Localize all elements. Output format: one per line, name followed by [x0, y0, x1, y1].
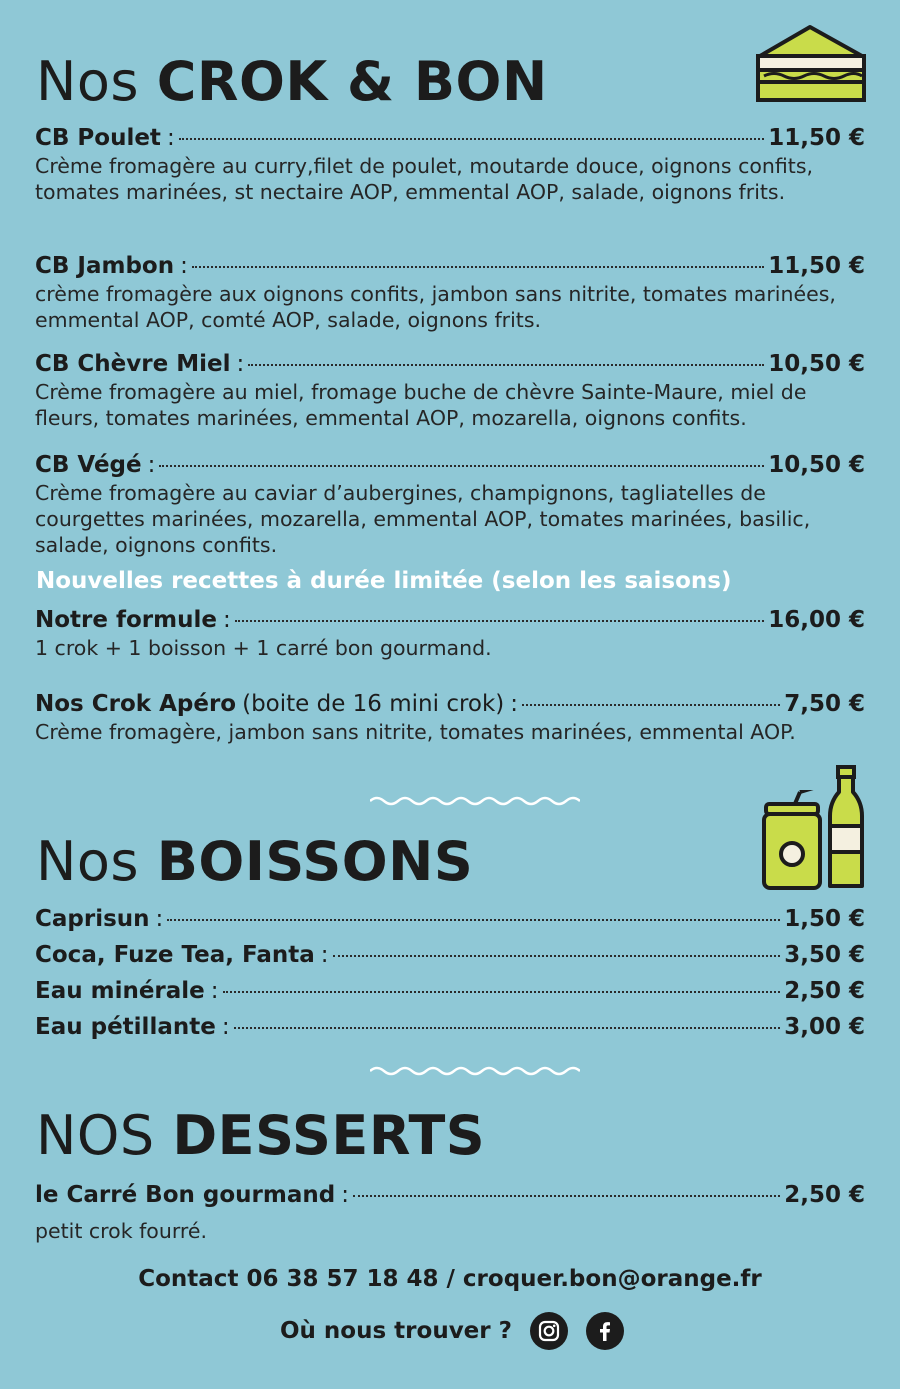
colon: :: [222, 607, 231, 633]
item-name: le Carré Bon gourmand: [35, 1182, 336, 1208]
item-name: Coca, Fuze Tea, Fanta: [35, 942, 315, 968]
crok-section-title: [36, 50, 548, 113]
dot-leader: [235, 620, 765, 622]
item-price: 3,00 €: [784, 1014, 865, 1040]
colon: :: [221, 1014, 230, 1040]
dot-leader: [234, 1027, 781, 1029]
item-name: Caprisun: [35, 906, 150, 932]
item-description: 1 crok + 1 boisson + 1 carré bon gourmand.: [35, 636, 492, 660]
colon: :: [166, 125, 175, 151]
item-description: petit crok fourré.: [35, 1219, 208, 1243]
colon: :: [510, 691, 519, 717]
item-name: Eau pétillante: [35, 1014, 216, 1040]
menu-item-cb-vege: [35, 450, 865, 558]
dot-leader: [159, 465, 764, 467]
instagram-icon[interactable]: [530, 1312, 568, 1350]
crok-title-light: Nos: [36, 50, 140, 113]
menu-item-formule: [35, 605, 865, 661]
item-name: Nos Crok Apéro: [35, 691, 237, 717]
dot-leader: [179, 138, 765, 140]
item-price: 2,50 €: [784, 1182, 865, 1208]
find-us-label: Où nous trouver ?: [280, 1318, 512, 1344]
colon: :: [180, 253, 188, 279]
drink-item-eau-minerale: [35, 976, 865, 1006]
item-price: 11,50 €: [768, 253, 865, 279]
dot-leader: [333, 955, 781, 957]
item-description: Crème fromagère au curry,filet de poulet, moutarde douce, oignons confits, tomates marinées, st nectaire AOP, emmental AOP, salade, oignons frits.: [35, 154, 814, 204]
drink-item-caprisun: [35, 904, 865, 934]
colon: :: [341, 1182, 349, 1208]
find-us-row: [280, 1312, 624, 1350]
drink-item-coca: [35, 940, 865, 970]
item-name: Eau minérale: [35, 978, 205, 1004]
menu-item-cb-chevre-miel: [35, 349, 865, 431]
limited-recipes-banner: Nouvelles recettes à durée limitée (selon les saisons): [36, 568, 732, 594]
item-price: 10,50 €: [768, 452, 865, 478]
colon: :: [236, 351, 245, 377]
boissons-title-bold: BOISSONS: [156, 830, 474, 893]
colon: :: [155, 906, 164, 932]
dot-leader: [248, 364, 764, 366]
dot-leader: [167, 919, 780, 921]
item-description: crème fromagère aux oignons confits, jambon sans nitrite, tomates marinées, emmental AOP, comté AOP, salade, oignons frits.: [35, 282, 836, 332]
dot-leader: [353, 1195, 780, 1197]
menu-item-cb-poulet: [35, 123, 865, 205]
item-price: 16,00 €: [768, 607, 865, 633]
item-description: Crème fromagère, jambon sans nitrite, tomates marinées, emmental AOP.: [35, 720, 796, 744]
facebook-icon[interactable]: [586, 1312, 624, 1350]
colon: :: [210, 978, 219, 1004]
dot-leader: [522, 704, 780, 706]
wave-divider: [370, 794, 580, 808]
contact-text: Contact 06 38 57 18 48 / croquer.bon@orange.fr: [138, 1266, 762, 1292]
item-price: 10,50 €: [768, 351, 865, 377]
desserts-title-light: NOS: [36, 1104, 155, 1167]
sandwich-icon: [752, 24, 868, 104]
soda-bottle-icon: [826, 764, 866, 892]
item-price: 11,50 €: [768, 125, 865, 151]
item-description: Crème fromagère au miel, fromage buche de chèvre Sainte-Maure, miel de fleurs, tomates marinées, emmental AOP, mozarella, oignons confits.: [35, 380, 807, 430]
boissons-section-title: [36, 830, 473, 893]
soda-can-icon: [760, 790, 824, 892]
contact-line: [0, 1266, 900, 1292]
item-price: 3,50 €: [784, 942, 865, 968]
menu-item-crok-apero: [35, 689, 865, 745]
item-description: Crème fromagère au caviar d’aubergines, champignons, tagliatelles de courgettes marinées, mozarella, emmental AOP, tomates marinées, basilic, salade, oignons confits.: [35, 481, 811, 557]
item-price: 2,50 €: [784, 978, 865, 1004]
dot-leader: [192, 266, 764, 268]
item-price: 1,50 €: [784, 906, 865, 932]
colon: :: [320, 942, 329, 968]
colon: :: [147, 452, 156, 478]
dot-leader: [223, 991, 781, 993]
desserts-section-title: [36, 1104, 485, 1167]
item-name: CB Poulet: [35, 125, 161, 151]
item-name: Notre formule: [35, 607, 217, 633]
desserts-title-bold: DESSERTS: [172, 1104, 486, 1167]
menu-item-cb-jambon: [35, 251, 865, 333]
dessert-item-carre: [35, 1180, 865, 1244]
wave-divider: [370, 1064, 580, 1078]
item-name: CB Végé: [35, 452, 142, 478]
boissons-title-light: Nos: [36, 830, 140, 893]
crok-title-bold: CROK & BON: [156, 50, 548, 113]
item-name: CB Jambon: [35, 253, 175, 279]
drink-item-eau-petillante: [35, 1012, 865, 1042]
item-price: 7,50 €: [784, 691, 865, 717]
item-subtitle: (boite de 16 mini crok): [242, 691, 505, 717]
item-name: CB Chèvre Miel: [35, 351, 231, 377]
